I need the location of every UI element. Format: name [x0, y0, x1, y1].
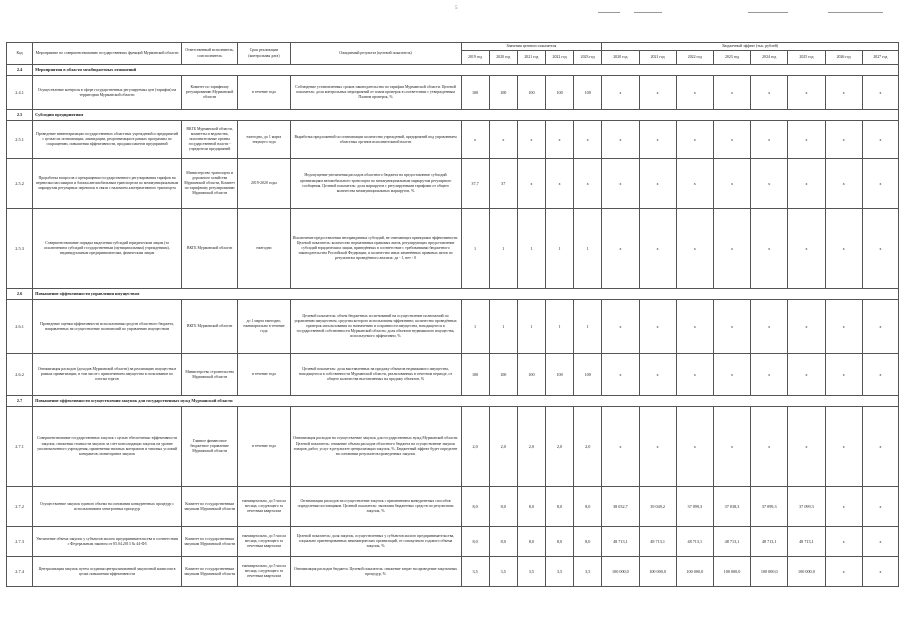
row-effect: x [825, 557, 862, 587]
row-effect: x [825, 487, 862, 527]
header-value-year: 2023 год [574, 51, 602, 65]
row-value: 100 [461, 354, 489, 396]
row-effect: x [639, 159, 676, 209]
row-effect: x [602, 407, 639, 487]
row-measure: Осуществление контроля в сфере государственных регулируемых цен (тарифов) на территории Мурманской области [33, 76, 182, 110]
row-result: Исключение предоставления неоправданных субсидий, не отвечающих принципам эффективности. Целевой показатель: количество нормативных правовых актов, регулирующих предоставление субсидий юридическим лицам, приведённых в соответствие с требованиями бюджетного законодательства Российской Федерации, и количество иных изменённых правовых актов по результатам проведённого анализа: да - 1, нет - 0 [290, 209, 461, 289]
section-code: 2.7 [7, 396, 33, 407]
row-measure: Совершенствование государственных закупок с целью обеспечения: эффективности закупок; снижения стоимости закупок за счет консолидации закупок на уровне уполномоченного учреждения; применения типовых контрактов и типовых условий контрактов; мониторинга закупок [33, 407, 182, 487]
row-value: 1 [461, 209, 489, 289]
row-effect: 100 000,0 [713, 557, 750, 587]
header-result: Ожидаемый результат (целевой показатель) [290, 43, 461, 65]
header-effect-year: 2027 год [862, 51, 898, 65]
row-measure: Осуществление закупок единого объема на основании конкурентных процедур с использованием электронных процедур [33, 487, 182, 527]
row-effect: x [676, 300, 713, 354]
row-code: 2.5.2 [7, 159, 33, 209]
row-effect: 48 713,1 [602, 527, 639, 557]
row-effect: x [788, 354, 825, 396]
row-value: 100 [461, 76, 489, 110]
row-effect: 37 099,3 [751, 487, 788, 527]
row-effect: x [825, 121, 862, 159]
row-effect: x [825, 527, 862, 557]
row-result: Недопущение увеличения расходов областного бюджета на предоставление субсидий организациям автомобильного транспорта по межмуниципальным маршрутам регулярного сообщения. Целевой показатель: доля маршрутов с регулируемыми тарифами от общего количества межмуниципальных маршрутов, % [290, 159, 461, 209]
row-measure: Увеличение объема закупок у субъектов малого предпринимательства в соответствии с Федеральным законом от 05.04.2013 № 44-ФЗ [33, 527, 182, 557]
row-code: 2.6.1 [7, 300, 33, 354]
row-value: x [574, 121, 602, 159]
row-responsible: Комитет по государственным закупкам Мурманской области [181, 527, 237, 557]
row-value: 37,7 [461, 159, 489, 209]
row-value: 100 [517, 76, 545, 110]
row-value: 100 [489, 76, 517, 110]
row-measure: Централизация закупок путем создания централизованной закупочной комиссии в целях повышения эффективности [33, 557, 182, 587]
row-value: x [461, 121, 489, 159]
row-effect: x [639, 209, 676, 289]
row-responsible: ВКГБ Мурманской области, комитеты и ведомства, исполнительные органы государственной власти - учредители предприятий [181, 121, 237, 159]
row-responsible: Главное финансовое бюджетное управление Мурманской области [181, 407, 237, 487]
section-row [7, 396, 899, 407]
row-effect: x [676, 76, 713, 110]
row-value: 1 [574, 300, 602, 354]
table-row [7, 159, 899, 209]
row-deadline: ежеквартально, до 5 числа месяца, следующего за отчетным кварталом [238, 527, 290, 557]
row-effect: 48 713,1 [713, 527, 750, 557]
row-effect: 100 000,0 [751, 557, 788, 587]
row-result: Оптимизация расходов на осуществление закупок с применением конкурентных способов определения поставщиков. Целевой показатель: экономия бюджетных средств по результатам закупок, % [290, 487, 461, 527]
header-measure: Мероприятие по совершенствованию государственных функций Мурманской области [33, 43, 182, 65]
page-number: 5 [455, 6, 458, 11]
row-value: 2,0 [574, 407, 602, 487]
header-values-group: Значения целевого показателя [461, 43, 602, 51]
row-effect: x [713, 159, 750, 209]
section-code: 2.5 [7, 110, 33, 121]
table-row [7, 300, 899, 354]
section-title: Мероприятия в области межбюджетных отношений [33, 65, 899, 76]
table-row [7, 76, 899, 110]
row-code: 2.4.1 [7, 76, 33, 110]
header-value-year: 2020 год [489, 51, 517, 65]
row-effect: 100 000,0 [602, 557, 639, 587]
row-effect: x [751, 354, 788, 396]
row-value: x [489, 121, 517, 159]
row-deadline: ежеквартально, до 5 числа месяца, следующего за отчетным кварталом [238, 487, 290, 527]
row-effect: x [676, 209, 713, 289]
row-value: 100 [574, 354, 602, 396]
row-effect: 100 000,0 [788, 557, 825, 587]
row-value: 2,0 [461, 407, 489, 487]
row-effect: x [751, 407, 788, 487]
header-effect-year: 2024 год [751, 51, 788, 65]
row-code: 2.7.2 [7, 487, 33, 527]
row-effect: x [788, 209, 825, 289]
row-measure: Совершенствование порядка выделения субсидий юридическим лицам (за исключением субсидий государственным (муниципальным) учреждениям), индивидуальным предпринимателям, физическим лицам [33, 209, 182, 289]
row-effect: x [676, 354, 713, 396]
row-effect: x [751, 121, 788, 159]
row-deadline: в течение года [238, 354, 290, 396]
header-responsible: Ответственный исполнитель, соисполнитель [181, 43, 237, 65]
row-effect: 100 000,0 [676, 557, 713, 587]
row-result: Оптимизация расходов бюджета. Целевой показатель: снижение затрат на проведение закупочных процедур, % [290, 557, 461, 587]
row-deadline: в течение года [238, 407, 290, 487]
row-effect: 37 038,3 [713, 487, 750, 527]
section-title: Субсидии предприятиям [33, 110, 899, 121]
section-row [7, 289, 899, 300]
row-value: 2,0 [517, 407, 545, 487]
row-value: 8,0 [461, 527, 489, 557]
row-value: 8,0 [545, 527, 573, 557]
row-value: 3,5 [574, 557, 602, 587]
row-effect: 48 713,1 [639, 527, 676, 557]
row-value: 3,5 [545, 557, 573, 587]
row-value: 37 [489, 159, 517, 209]
row-effect: x [788, 407, 825, 487]
row-responsible: Комитет по тарифному регулированию Мурманской области [181, 76, 237, 110]
row-result: Оптимизация расходов на осуществление закупок для государственных нужд Мурманской области. Целевой показатель: снижение объема расходов областного бюджета на осуществление закупок товаров, работ, услуг в результате централизации закупок, %. Бюджетный эффект будет определен на основании результатов проведенных закупок [290, 407, 461, 487]
row-value: 8,0 [545, 487, 573, 527]
row-responsible: Министерство строительства Мурманской области [181, 354, 237, 396]
row-effect: x [602, 121, 639, 159]
header-effect-year: 2022 год [676, 51, 713, 65]
row-effect: x [602, 159, 639, 209]
row-value: 100 [574, 76, 602, 110]
row-result: Целевой показатель: доля выставленных на продажу объектов недвижимого имущества, находящегося в собственности Мурманской области, реализованных в отчетном периоде, от общего количества выставленных на продажу объектов, % [290, 354, 461, 396]
row-effect: 37 099,3 [676, 487, 713, 527]
table-row [7, 557, 899, 587]
row-effect: x [788, 76, 825, 110]
row-effect: x [713, 300, 750, 354]
row-value: 1 [461, 300, 489, 354]
row-effect: x [713, 354, 750, 396]
row-effect: x [713, 209, 750, 289]
row-deadline: в течение года [238, 76, 290, 110]
row-value: 8,0 [574, 487, 602, 527]
row-effect: x [862, 487, 898, 527]
row-effect: x [676, 159, 713, 209]
row-effect: x [602, 76, 639, 110]
row-value: 3,5 [517, 557, 545, 587]
header-effect-year: 2026 год [825, 51, 862, 65]
row-effect: x [862, 557, 898, 587]
row-effect: x [639, 354, 676, 396]
row-value: 8,0 [489, 527, 517, 557]
section-code: 2.6 [7, 289, 33, 300]
section-title: Повышение эффективности осуществления закупок для государственных нужд Мурманской области [33, 396, 899, 407]
row-value: 1 [489, 300, 517, 354]
row-measure: Оптимизация расходов (доходов Мурманской области) на реализацию имущества в рамках приватизации, в том числе с привлечением имущества в пользование по итогам торгов [33, 354, 182, 396]
row-effect: x [676, 121, 713, 159]
table-row [7, 527, 899, 557]
row-value: x [517, 121, 545, 159]
row-effect: x [825, 209, 862, 289]
row-effect: x [713, 407, 750, 487]
row-effect: x [751, 209, 788, 289]
row-code: 2.7.3 [7, 527, 33, 557]
header-code: Код [7, 43, 33, 65]
row-value: 100 [545, 354, 573, 396]
row-effect: x [751, 159, 788, 209]
row-effect: x [639, 121, 676, 159]
row-result: Целевой показатель: доля закупок, осуществленных у субъектов малого предпринимательства, социально ориентированных некоммерческих организаций, от совокупного годового объема закупок, % [290, 527, 461, 557]
row-value: 8,0 [461, 487, 489, 527]
row-effect: x [825, 76, 862, 110]
row-value: x [545, 159, 573, 209]
section-code: 2.4 [7, 65, 33, 76]
row-effect: x [602, 354, 639, 396]
row-value: 1 [545, 209, 573, 289]
row-effect: x [713, 121, 750, 159]
row-effect: x [862, 159, 898, 209]
row-value: 1 [545, 300, 573, 354]
row-effect: 48 713,1 [676, 527, 713, 557]
row-measure: Проведение инвентаризации государственных областных учреждений и предприятий с целью их оптимизации, ликвидации, реорганизации в рамках программы по сокращению, повышения эффективности, продажи пакетов предприятий [33, 121, 182, 159]
row-value: 1 [489, 209, 517, 289]
header-value-year: 2019 год [461, 51, 489, 65]
row-code: 2.7.1 [7, 407, 33, 487]
row-responsible: Комитет по государственным закупкам Мурманской области [181, 487, 237, 527]
header-effect-group: Бюджетный эффект (тыс. рублей) [602, 43, 899, 51]
table-row [7, 407, 899, 487]
header-deadline: Срок реализации (контрольная дата) [238, 43, 290, 65]
row-effect: x [639, 76, 676, 110]
row-effect: x [862, 407, 898, 487]
row-effect: x [825, 300, 862, 354]
row-value: 1 [574, 209, 602, 289]
row-effect: 100 000,0 [639, 557, 676, 587]
row-effect: 48 713,1 [751, 527, 788, 557]
row-effect: x [862, 209, 898, 289]
row-value: 100 [545, 76, 573, 110]
section-row [7, 110, 899, 121]
row-deadline: 2019-2020 годы [238, 159, 290, 209]
row-value: 100 [517, 354, 545, 396]
row-effect: x [788, 159, 825, 209]
header-value-year: 2021 год [517, 51, 545, 65]
row-value: x [574, 159, 602, 209]
row-responsible: ВКГБ Мурманской области [181, 300, 237, 354]
row-deadline: до 1 марта ежегодно, ежеквартально в течение года [238, 300, 290, 354]
row-effect: x [676, 407, 713, 487]
row-deadline: ежеквартально, до 5 числа месяца, следующего за отчетным кварталом [238, 557, 290, 587]
row-effect: x [602, 209, 639, 289]
row-effect: x [862, 300, 898, 354]
row-value: 100 [489, 354, 517, 396]
row-value: 8,0 [517, 487, 545, 527]
row-effect: x [788, 121, 825, 159]
row-value: 1 [517, 300, 545, 354]
row-code: 2.5.3 [7, 209, 33, 289]
header-value-year: 2022 год [545, 51, 573, 65]
table-row [7, 487, 899, 527]
row-effect: x [639, 300, 676, 354]
row-result: Целевой показатель: объем бюджетных ассигнований на осуществление полномочий по управлению имуществом, средства которого использованы эффективно; количество проведённых проверок использования по назначению и сохранности имущества, находящегося в государственной собственности Мурманской области; доля объектов недвижимого имущества, используемого эффективно, % [290, 300, 461, 354]
header-effect-year: 2020 год [602, 51, 639, 65]
scan-marks [598, 12, 898, 14]
row-value: 1 [517, 209, 545, 289]
row-effect: x [862, 354, 898, 396]
row-result: Выработка предложений по оптимизации количества учреждений, предприятий под управлением областных органов исполнительной власти [290, 121, 461, 159]
measures-table [6, 42, 899, 587]
row-measure: Проведение оценки эффективности использования средств областного бюджета, направленных на осуществление полномочий по управлению имуществом [33, 300, 182, 354]
row-effect: x [825, 407, 862, 487]
row-effect: 38 032,7 [602, 487, 639, 527]
row-effect: x [862, 527, 898, 557]
section-row [7, 65, 899, 76]
row-result: Соблюдение установленных сроков законодательства по тарифам Мурманской области. Целевой показатель: доля контрольных мероприятий от плана проверок в соответствии с утвержденным Планом проверок, % [290, 76, 461, 110]
row-value: 3,5 [461, 557, 489, 587]
row-effect: 48 713,1 [788, 527, 825, 557]
row-responsible: ВКГБ Мурманской области [181, 209, 237, 289]
row-code: 2.7.4 [7, 557, 33, 587]
row-deadline: ежегодно [238, 209, 290, 289]
header-effect-year: 2021 год [639, 51, 676, 65]
table-row [7, 354, 899, 396]
row-effect: x [825, 159, 862, 209]
row-effect: x [602, 300, 639, 354]
row-effect: x [862, 121, 898, 159]
row-effect: x [788, 300, 825, 354]
header-effect-year: 2025 год [788, 51, 825, 65]
row-code: 2.5.1 [7, 121, 33, 159]
row-effect: x [862, 76, 898, 110]
row-value: x [545, 121, 573, 159]
row-value: x [517, 159, 545, 209]
row-effect: x [713, 76, 750, 110]
row-value: 8,0 [517, 527, 545, 557]
row-effect: x [751, 300, 788, 354]
row-measure: Проработка вопросов о прекращении государственного регулирования тарифов на перевозки пассажиров и багажа автомобильным транспортом по межмуниципальным маршрутам регулярных перевозок в связи с наличием альтернативного транспорта [33, 159, 182, 209]
row-deadline: ежегодно, до 1 марта текущего года [238, 121, 290, 159]
row-effect: 39 049,2 [639, 487, 676, 527]
row-responsible: Комитет по государственным закупкам Мурманской области [181, 557, 237, 587]
table-row [7, 209, 899, 289]
row-effect: 37 099,3 [788, 487, 825, 527]
header-effect-year: 2023 год [713, 51, 750, 65]
row-responsible: Министерство транспорта и дорожного хозяйства Мурманской области, Комитет по тарифному регулированию Мурманской области [181, 159, 237, 209]
table-row [7, 121, 899, 159]
row-value: 2,0 [489, 407, 517, 487]
row-value: 8,0 [574, 527, 602, 557]
row-code: 2.6.2 [7, 354, 33, 396]
row-effect: x [751, 76, 788, 110]
row-value: 8,0 [489, 487, 517, 527]
row-value: 3,5 [489, 557, 517, 587]
row-effect: x [639, 407, 676, 487]
row-value: 2,0 [545, 407, 573, 487]
section-title: Повышение эффективности управления имуществом [33, 289, 899, 300]
row-effect: x [825, 354, 862, 396]
